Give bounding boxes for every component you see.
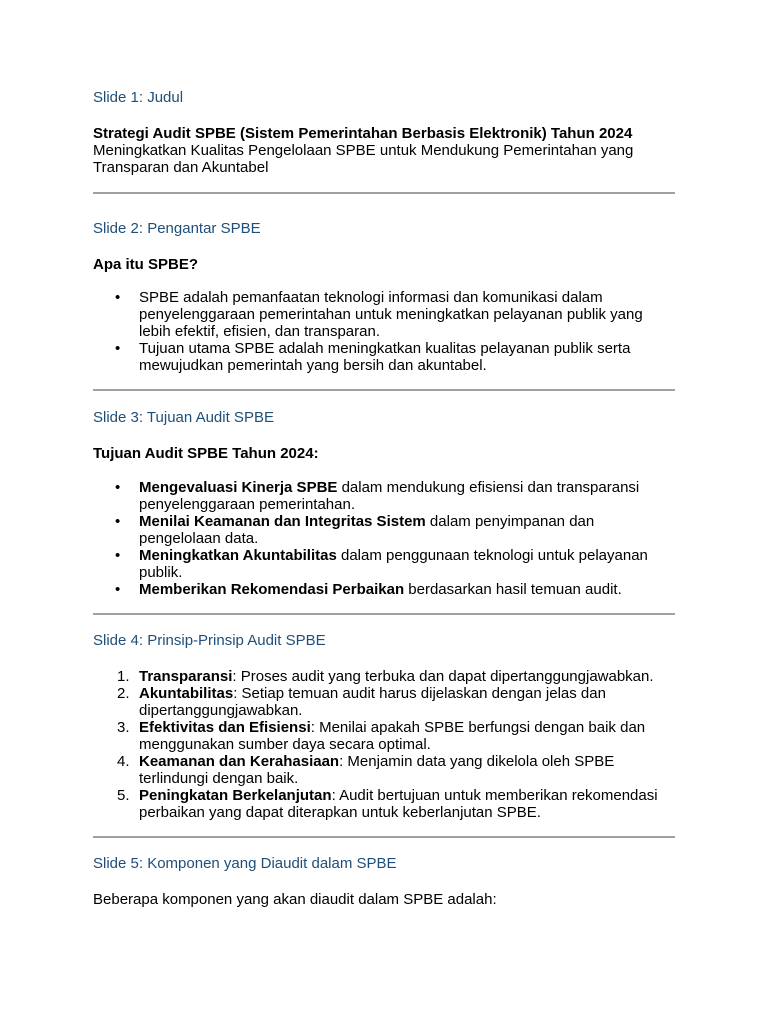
slide5-intro: Beberapa komponen yang akan diaudit dalam SPBE adalah: [93, 891, 497, 908]
list-item [93, 340, 675, 374]
list-item-number: 1. [117, 668, 130, 685]
list-item-number: 5. [117, 787, 130, 804]
list-item-number: 2. [117, 685, 130, 702]
bullet-icon: • [115, 581, 121, 598]
slide1-title: Slide 1: Judul [93, 89, 184, 106]
list-item-bold: Transparansi [139, 668, 233, 685]
separator-1 [93, 192, 675, 194]
slide4-title: Slide 4: Prinsip-Prinsip Audit SPBE [93, 632, 326, 649]
separator-3 [93, 613, 675, 615]
list-item-text: Tujuan utama SPBE adalah meningkatkan kualitas pelayanan publik serta mewujudkan pemerintah yang bersih dan akuntabel. [139, 340, 631, 374]
list-item-bold: Akuntabilitas [139, 685, 234, 702]
list-item-bold: Keamanan dan Kerahasiaan [139, 753, 340, 770]
slide3-title: Slide 3: Tujuan Audit SPBE [93, 409, 274, 426]
bullet-icon: • [115, 513, 121, 530]
list-item [93, 581, 675, 598]
list-item-bold: Meningkatkan Akuntabilitas [139, 547, 337, 564]
list-item [93, 787, 675, 821]
list-item-text: dalam mendukung efisiensi dan transparansi penyelenggaraan pemerintahan. [139, 479, 640, 513]
list-item-text: berdasarkan hasil temuan audit. [404, 581, 622, 598]
slide1-subtitle: Meningkatkan Kualitas Pengelolaan SPBE untuk Mendukung Pemerintahan yang Transparan dan Akuntabel [93, 142, 634, 176]
bullet-icon: • [115, 547, 121, 564]
list-item-bold: Mengevaluasi Kinerja SPBE [139, 479, 338, 496]
slide3-bullet-list [93, 479, 675, 598]
slide5-title: Slide 5: Komponen yang Diaudit dalam SPBE [93, 855, 397, 872]
list-item-text: : Menjamin data yang dikelola oleh SPBE terlindungi dengan baik. [139, 753, 615, 787]
list-item-bold: Memberikan Rekomendasi Perbaikan [139, 581, 405, 598]
list-item-bold: Menilai Keamanan dan Integritas Sistem [139, 513, 426, 530]
list-item-number: 4. [117, 753, 130, 770]
list-item-text: SPBE adalah pemanfaatan teknologi informasi dan komunikasi dalam penyelenggaraan pemerintahan untuk meningkatkan pelayanan publik yang lebih efektif, efisien, dan transparan. [139, 289, 643, 340]
list-item-bold: Efektivitas dan Efisiensi [139, 719, 311, 736]
slide2-heading: Apa itu SPBE? [93, 256, 199, 273]
list-item-text: : Proses audit yang terbuka dan dapat dipertanggungjawabkan. [232, 668, 654, 685]
slide4-numbered-list [93, 668, 675, 821]
list-item-text: : Setiap temuan audit harus dijelaskan dengan jelas dan dipertanggungjawabkan. [139, 685, 606, 719]
list-item [93, 289, 675, 340]
list-item-bold: Peningkatan Berkelanjutan [139, 787, 332, 804]
list-item-text: : Menilai apakah SPBE berfungsi dengan baik dan menggunakan sumber daya secara optimal. [139, 719, 646, 753]
bullet-icon: • [115, 479, 121, 496]
list-item [93, 719, 675, 753]
slide2-title: Slide 2: Pengantar SPBE [93, 220, 261, 237]
list-item [93, 668, 675, 685]
slide2-bullet-list [93, 289, 675, 374]
separator-4 [93, 836, 675, 838]
slide1-heading: Strategi Audit SPBE (Sistem Pemerintahan Berbasis Elektronik) Tahun 2024 [93, 125, 633, 142]
bullet-icon: • [115, 340, 121, 357]
slide1-block [93, 125, 675, 176]
list-item-number: 3. [117, 719, 130, 736]
list-item [93, 753, 675, 787]
list-item [93, 547, 675, 581]
list-item-text: : Audit bertujuan untuk memberikan rekomendasi perbaikan yang dapat diterapkan untuk keberlanjutan SPBE. [139, 787, 658, 821]
list-item-text: dalam penyimpanan dan pengelolaan data. [139, 513, 595, 547]
list-item [93, 513, 675, 547]
list-item [93, 685, 675, 719]
separator-2 [93, 389, 675, 391]
list-item [93, 479, 675, 513]
bullet-icon: • [115, 289, 121, 306]
list-item-text: dalam penggunaan teknologi untuk pelayanan publik. [139, 547, 648, 581]
slide3-heading: Tujuan Audit SPBE Tahun 2024: [93, 445, 319, 462]
